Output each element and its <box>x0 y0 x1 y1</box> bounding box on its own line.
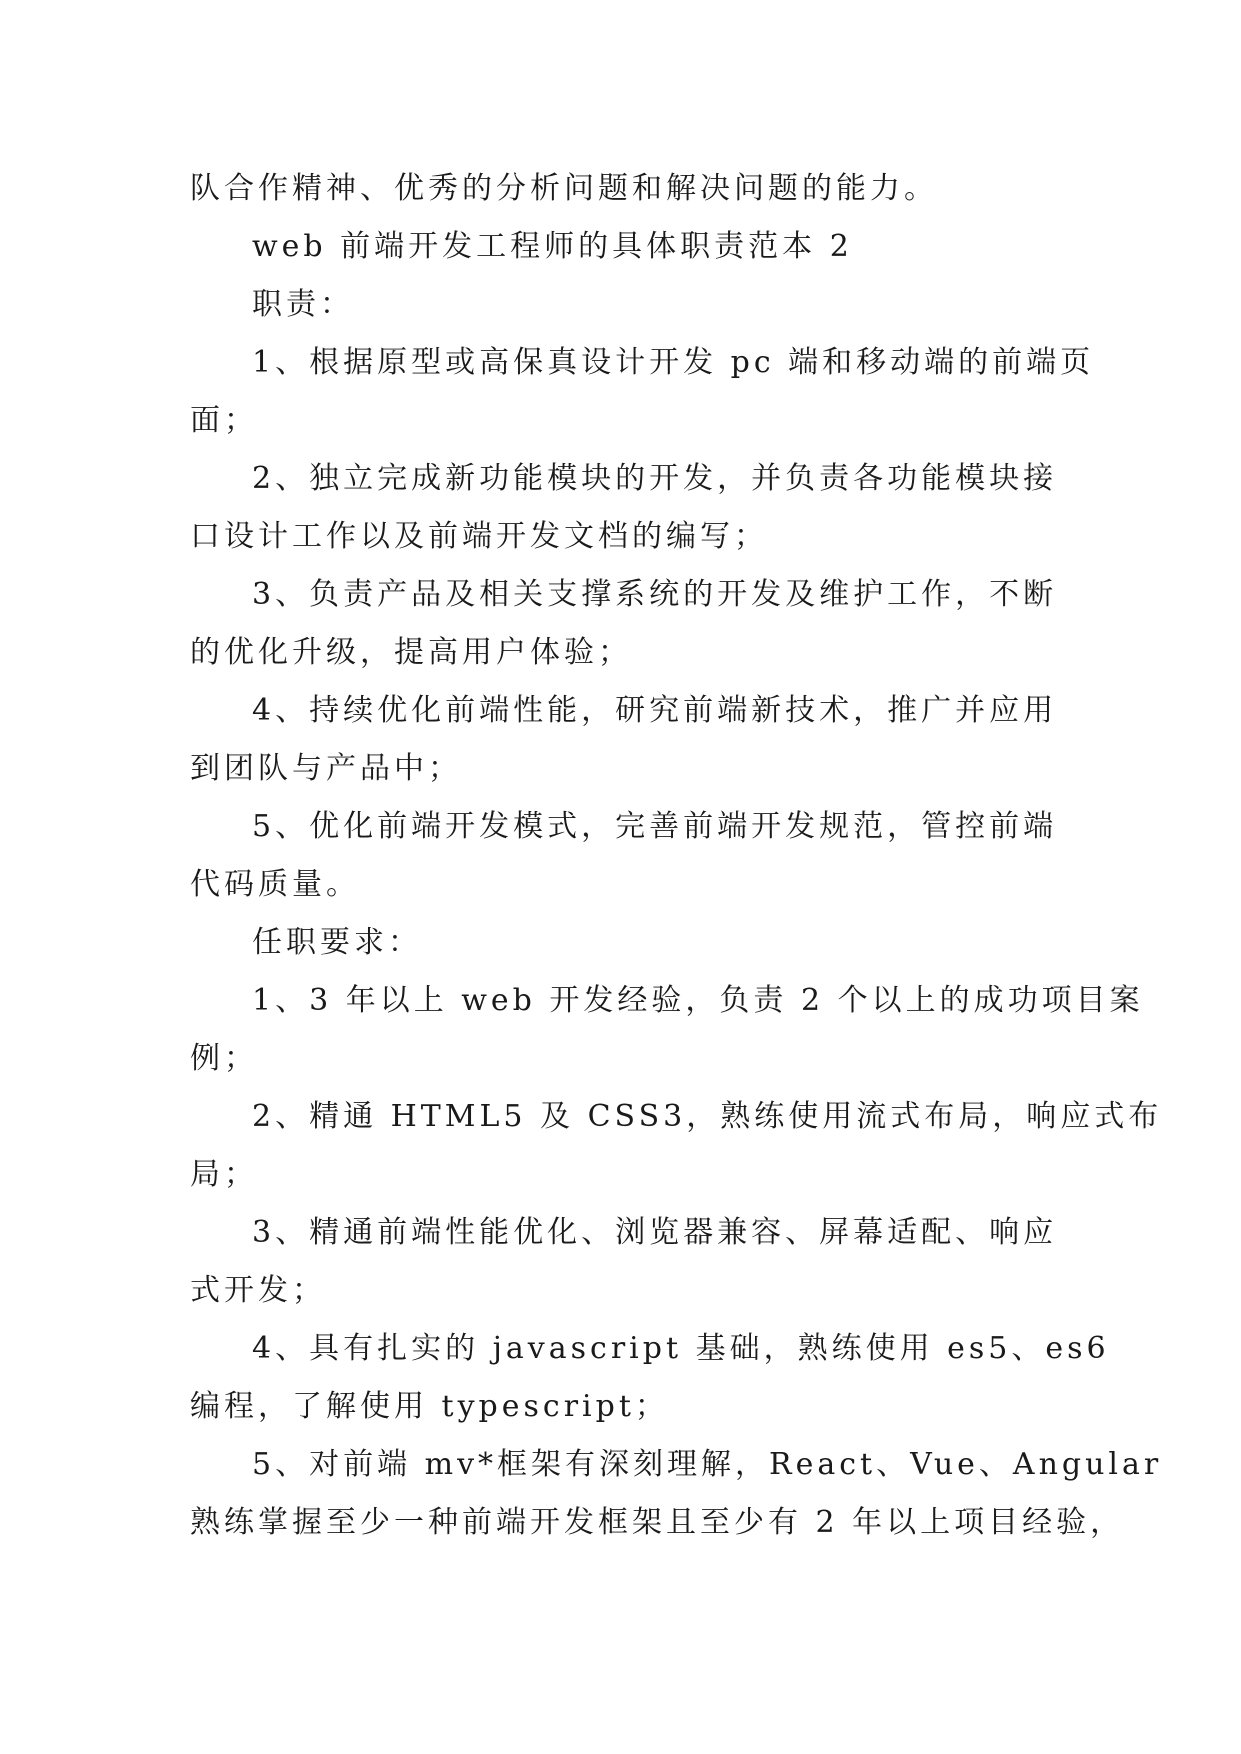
text-line: 到团队与产品中； <box>190 751 462 786</box>
text-line: 4、持续优化前端性能，研究前端新技术，推广并应用 <box>252 693 1058 728</box>
text-line: 4、具有扎实的 javascript 基础，熟练使用 es5、es6 <box>252 1331 1110 1366</box>
text-line: 口设计工作以及前端开发文档的编写； <box>190 519 768 554</box>
text-line: 熟练掌握至少一种前端开发框架且至少有 2 年以上项目经验， <box>190 1505 1125 1540</box>
section-title: web 前端开发工程师的具体职责范本 2 <box>252 229 853 264</box>
text-line: 2、精通 HTML5 及 CSS3，熟练使用流式布局，响应式布 <box>252 1099 1163 1134</box>
text-line: 3、负责产品及相关支撑系统的开发及维护工作，不断 <box>252 577 1058 612</box>
text-line: 5、优化前端开发模式，完善前端开发规范，管控前端 <box>252 809 1058 844</box>
text-line: 局； <box>190 1157 258 1192</box>
text-line: 队合作精神、优秀的分析问题和解决问题的能力。 <box>190 171 938 206</box>
text-line: 编程，了解使用 typescript； <box>190 1389 669 1424</box>
text-line: 1、3 年以上 web 开发经验，负责 2 个以上的成功项目案 <box>252 983 1144 1018</box>
text-line: 的优化升级，提高用户体验； <box>190 635 632 670</box>
text-line: 代码质量。 <box>190 867 360 902</box>
text-line: 2、独立完成新功能模块的开发，并负责各功能模块接 <box>252 461 1058 496</box>
text-line: 5、对前端 mv*框架有深刻理解，React、Vue、Angular <box>252 1447 1163 1482</box>
text-line: 3、精通前端性能优化、浏览器兼容、屏幕适配、响应 <box>252 1215 1058 1250</box>
section-heading-requirements: 任职要求： <box>252 925 422 960</box>
text-line: 1、根据原型或高保真设计开发 pc 端和移动端的前端页 <box>252 345 1095 380</box>
text-line: 例； <box>190 1041 258 1076</box>
text-line: 式开发； <box>190 1273 326 1308</box>
text-line: 面； <box>190 403 258 438</box>
section-heading-duties: 职责： <box>252 287 354 322</box>
